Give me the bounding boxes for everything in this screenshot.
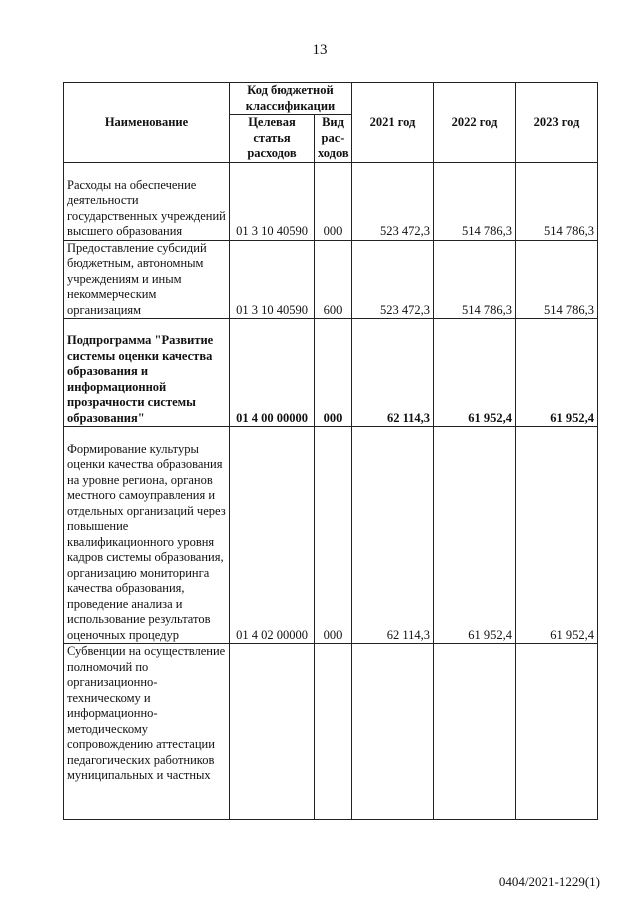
row-value-2023	[516, 644, 598, 820]
table-row	[64, 240, 598, 319]
row-expense-type	[315, 644, 352, 820]
header-2023: 2023 год	[516, 83, 598, 163]
row-value-2021	[352, 644, 434, 820]
row-value-2023: 61 952,4	[516, 427, 598, 644]
row-expense-type: 000	[315, 319, 352, 427]
row-expense-type: 000	[315, 427, 352, 644]
row-value-2023: 514 786,3	[516, 240, 598, 319]
row-code	[230, 644, 315, 820]
row-name: Расходы на обеспечение деятельности государственных учреждений высшего образования	[64, 162, 230, 240]
row-expense-type: 600	[315, 240, 352, 319]
row-expense-type: 000	[315, 162, 352, 240]
row-value-2021: 62 114,3	[352, 427, 434, 644]
header-target-article: Целевая статья расходов	[230, 115, 315, 163]
row-value-2022: 514 786,3	[434, 162, 516, 240]
header-budget-code: Код бюджетной классификации	[230, 83, 352, 115]
header-2021: 2021 год	[352, 83, 434, 163]
table-row	[64, 319, 598, 427]
row-value-2021: 523 472,3	[352, 240, 434, 319]
row-value-2022: 514 786,3	[434, 240, 516, 319]
row-name: Подпрограмма "Развитие системы оценки качества образования и информационной прозрачности системы образования"	[64, 319, 230, 427]
table-row	[64, 427, 598, 644]
row-code: 01 3 10 40590	[230, 240, 315, 319]
row-value-2022: 61 952,4	[434, 427, 516, 644]
budget-table	[63, 82, 598, 820]
table-row	[64, 162, 598, 240]
row-value-2022: 61 952,4	[434, 319, 516, 427]
row-value-2023: 514 786,3	[516, 162, 598, 240]
row-value-2022	[434, 644, 516, 820]
row-value-2021: 62 114,3	[352, 319, 434, 427]
header-2022: 2022 год	[434, 83, 516, 163]
row-name: Предоставление субсидий бюджетным, автономным учреждениям и иным некоммерческим организациям	[64, 240, 230, 319]
document-code: 0404/2021-1229(1)	[498, 874, 600, 889]
row-value-2021: 523 472,3	[352, 162, 434, 240]
table-row	[64, 644, 598, 820]
row-name: Субвенции на осуществление полномочий по организационно-техническому и информационно-методическому сопровождению аттестации педагогических работников муниципальных и частных	[64, 644, 230, 820]
page-number: 13	[312, 42, 328, 58]
row-value-2023: 61 952,4	[516, 319, 598, 427]
row-code: 01 3 10 40590	[230, 162, 315, 240]
row-code: 01 4 00 00000	[230, 319, 315, 427]
row-code: 01 4 02 00000	[230, 427, 315, 644]
header-expense-type: Вид рас-ходов	[315, 115, 352, 163]
header-name: Наименование	[64, 83, 230, 163]
row-name: Формирование культуры оценки качества образования на уровне региона, органов местного самоуправления и отдельных организаций через повышение квалификационного уровня кадров системы образования, организацию мониторинга качества образования, проведение анализа и использование результатов оценочных процедур	[64, 427, 230, 644]
